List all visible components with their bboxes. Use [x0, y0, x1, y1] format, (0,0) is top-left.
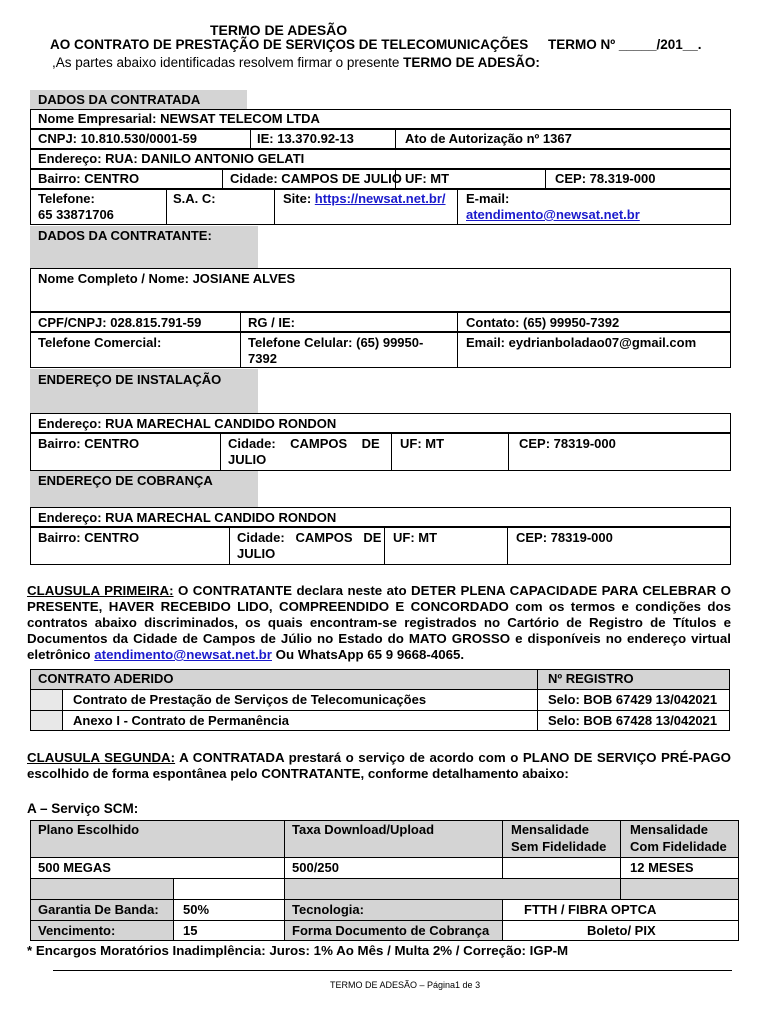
- servico-mensal-com-2: Com Fidelidade: [630, 839, 727, 854]
- contrato-checkbox-2[interactable]: [31, 711, 62, 730]
- contratada-email-label: E-mail:: [466, 191, 510, 206]
- servico-tecnologia-label: Tecnologia:: [292, 902, 364, 917]
- contratante-contato: Contato: (65) 99950-7392: [466, 315, 620, 330]
- servico-vencimento-label: Vencimento:: [38, 923, 116, 938]
- servico-empty-1: [31, 879, 173, 899]
- contratada-ato: Ato de Autorização nº 1367: [405, 131, 572, 146]
- contrato-row-2-name: Anexo I - Contrato de Permanência: [73, 713, 289, 728]
- contratada-cidade: Cidade: CAMPOS DE JULIO: [230, 171, 402, 186]
- clausula-primeira-email-link[interactable]: atendimento@newsat.net.br: [94, 647, 272, 662]
- termo-number: TERMO Nº _____/201__.: [548, 37, 702, 52]
- cobranca-cep: CEP: 78319-000: [516, 530, 613, 545]
- instalacao-cidade-2: JULIO: [228, 452, 267, 467]
- contratada-uf: UF: MT: [405, 171, 450, 186]
- servico-mensal-sem-1: Mensalidade: [511, 822, 590, 837]
- servico-forma-value: Boleto/ PIX: [587, 923, 656, 938]
- contrato-checkbox-1[interactable]: [31, 690, 62, 710]
- clausula-segunda-text: A CONTRATADA prestará o serviço de acordo com o PLANO DE SERVIÇO PRÉ-PAGO escolhido de forma espontânea pelo CONTRATANTE, conforme detalhamento abaixo:: [27, 750, 731, 781]
- cobranca-bairro: Bairro: CENTRO: [38, 530, 140, 545]
- servico-fidelidade-value: 12 MESES: [630, 860, 694, 875]
- contratada-cep: CEP: 78.319-000: [555, 171, 656, 186]
- clausula-primeira-whatsapp: Ou WhatsApp 65 9 9668-4065.: [271, 647, 465, 662]
- contratada-telefone: 65 33871706: [38, 207, 114, 222]
- contratos-header-right: Nº REGISTRO: [548, 671, 634, 686]
- contratada-section-label: DADOS DA CONTRATADA: [38, 92, 201, 107]
- cobranca-cidade-2: JULIO: [237, 546, 276, 561]
- clausula-segunda: [27, 750, 731, 782]
- servico-plano-label: Plano Escolhido: [38, 822, 140, 837]
- page-footer: TERMO DE ADESÃO – Página1 de 3: [330, 980, 481, 990]
- document-subtitle: AO CONTRATO DE PRESTAÇÃO DE SERVIÇOS DE TELECOMUNICAÇÕES: [50, 37, 529, 52]
- site-label: Site:: [283, 191, 315, 206]
- clausula-primeira-text: O CONTRATANTE declara neste ato DETER PLENA CAPACIDADE PARA CELEBRAR O PRESENTE, HAVER RECEBIDO LIDO, COMPREENDIDO E CONCORDADO com os termos e condições dos contratos abaixo discriminados, os quais encontram-se registrados no Cartório de Registro de Títulos e Documentos da Cidade de Campos de Júlio no Estado do MATO GROSSO e disponíveis no endereço virtual eletrônico: [27, 583, 731, 662]
- contratada-telefone-label: Telefone:: [38, 191, 95, 206]
- servico-taxa-value: 500/250: [292, 860, 339, 875]
- contratante-tel-celular-2: 7392: [248, 351, 277, 366]
- contratante-section-label: DADOS DA CONTRATANTE:: [38, 228, 212, 243]
- servico-vencimento-value: 15: [183, 923, 198, 938]
- instalacao-section-label: ENDEREÇO DE INSTALAÇÃO: [38, 372, 222, 387]
- servico-garantia-label: Garantia De Banda:: [38, 902, 159, 917]
- contratada-ie: IE: 13.370.92-13: [257, 131, 354, 146]
- servico-label: A – Serviço SCM:: [27, 801, 139, 816]
- contratada-cnpj: CNPJ: 10.810.530/0001-59: [38, 131, 198, 146]
- servico-mensal-com-1: Mensalidade: [630, 822, 709, 837]
- contratante-email: Email: eydrianboladao07@gmail.com: [466, 335, 697, 350]
- contratos-header-left: CONTRATO ADERIDO: [38, 671, 174, 686]
- contratada-site: [283, 192, 446, 206]
- contratante-rg: RG / IE:: [248, 315, 295, 330]
- contratada-bairro: Bairro: CENTRO: [38, 171, 140, 186]
- intro-bold: TERMO DE ADESÃO:: [403, 55, 540, 70]
- intro-prefix: ,As partes abaixo identificadas resolvem firmar o presente: [52, 55, 404, 70]
- contratada-nome: Nome Empresarial: NEWSAT TELECOM LTDA: [38, 111, 320, 126]
- servico-empty-3: [621, 879, 738, 899]
- servico-tecnologia-value: FTTH / FIBRA OPTCA: [524, 902, 657, 917]
- instalacao-cep: CEP: 78319-000: [519, 436, 616, 451]
- cobranca-cidade-1: Cidade: CAMPOS DE: [237, 530, 382, 545]
- instalacao-endereco: Endereço: RUA MARECHAL CANDIDO RONDON: [38, 416, 337, 431]
- instalacao-uf: UF: MT: [400, 436, 445, 451]
- contrato-row-1-name: Contrato de Prestação de Serviços de Telecomunicações: [73, 692, 427, 707]
- contratada-email-link[interactable]: atendimento@newsat.net.br: [466, 207, 640, 222]
- cobranca-endereco: Endereço: RUA MARECHAL CANDIDO RONDON: [38, 510, 337, 525]
- clausula-primeira: [27, 583, 731, 663]
- clausula-segunda-title: CLAUSULA SEGUNDA:: [27, 750, 176, 765]
- cobranca-uf: UF: MT: [393, 530, 438, 545]
- footer-divider: [53, 970, 732, 971]
- contrato-row-1-registro: Selo: BOB 67429 13/042021: [548, 692, 718, 707]
- cobranca-section-label: ENDEREÇO DE COBRANÇA: [38, 473, 213, 488]
- contratante-cpf: CPF/CNPJ: 028.815.791-59: [38, 315, 202, 330]
- contratante-nome: Nome Completo / Nome: JOSIANE ALVES: [38, 271, 296, 286]
- clausula-primeira-title: CLAUSULA PRIMEIRA:: [27, 583, 174, 598]
- servico-mensal-sem-2: Sem Fidelidade: [511, 839, 607, 854]
- servico-empty-2: [285, 879, 620, 899]
- instalacao-bairro: Bairro: CENTRO: [38, 436, 140, 451]
- servico-taxa-label: Taxa Download/Upload: [292, 822, 435, 837]
- contratante-tel-comercial: Telefone Comercial:: [38, 335, 162, 350]
- contratante-tel-celular-1: Telefone Celular: (65) 99950-: [248, 335, 424, 350]
- instalacao-cidade-1: Cidade: CAMPOS DE: [228, 436, 380, 451]
- encargos-text: * Encargos Moratórios Inadimplência: Juros: 1% Ao Mês / Multa 2% / Correção: IGP-M: [27, 943, 569, 958]
- servico-garantia-value: 50%: [183, 902, 210, 917]
- servico-plano-value: 500 MEGAS: [38, 860, 111, 875]
- contratada-endereco: Endereço: RUA: DANILO ANTONIO GELATI: [38, 151, 305, 166]
- site-link[interactable]: https://newsat.net.br/: [314, 191, 446, 206]
- intro-text: [52, 56, 540, 70]
- contratada-sac: S.A. C:: [173, 191, 216, 206]
- servico-forma-label: Forma Documento de Cobrança: [292, 923, 490, 938]
- document-title: TERMO DE ADESÃO: [210, 22, 348, 38]
- contrato-row-2-registro: Selo: BOB 67428 13/042021: [548, 713, 718, 728]
